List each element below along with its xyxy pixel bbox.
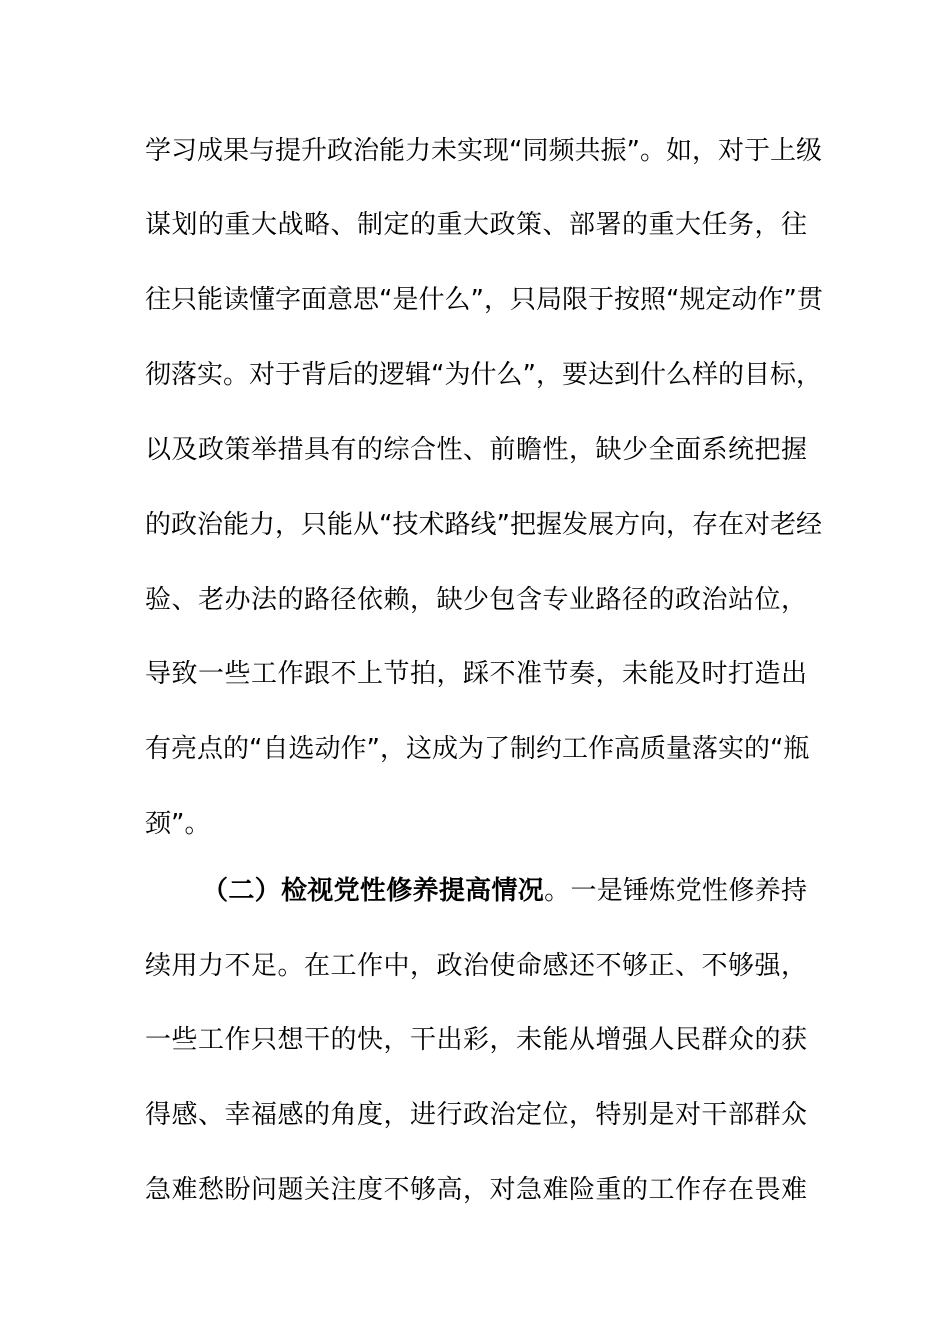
paragraph-line-3: 往只能读懂字面意思“是什么”，只局限于按照“规定动作”贯: [145, 285, 823, 315]
paragraph-line-1: 学习成果与提升政治能力未实现“同频共振”。如，对于上级: [145, 136, 822, 166]
section-line-4: 得感、幸福感的角度，进行政治定位，特别是对干部群众: [145, 1100, 807, 1130]
paragraph-line-7: 验、老办法的路径依赖，缺少包含专业路径的政治站位，: [145, 585, 807, 615]
paragraph-line-4: 彻落实。对于背后的逻辑“为什么”，要达到什么样的目标，: [145, 360, 822, 390]
section-heading: （二）检视党性修养提高情况: [202, 876, 545, 906]
paragraph-line-5: 以及政策举措具有的综合性、前瞻性，缺少全面系统把握: [145, 435, 807, 465]
section-first-line: [202, 871, 807, 911]
section-line-3: 一些工作只想干的快，干出彩，未能从增强人民群众的获: [145, 1025, 807, 1055]
paragraph-line-8: 导致一些工作跟不上节拍，踩不准节奏，未能及时打造出: [145, 659, 807, 689]
paragraph-line-6: 的政治能力，只能从“技术路线”把握发展方向，存在对老经: [145, 510, 822, 540]
section-first-line-text: 。一是锤炼党性修养持: [544, 876, 807, 906]
paragraph-line-2: 谋划的重大战略、制定的重大政策、部署的重大任务，往: [145, 210, 807, 240]
paragraph-line-10: 颈”。: [145, 809, 211, 839]
section-line-2: 续用力不足。在工作中，政治使命感还不够正、不够强，: [145, 951, 807, 981]
section-line-5: 急难愁盼问题关注度不够高，对急难险重的工作存在畏难: [145, 1175, 807, 1205]
paragraph-line-9: 有亮点的“自选动作”，这成为了制约工作高质量落实的“瓶: [145, 734, 810, 764]
